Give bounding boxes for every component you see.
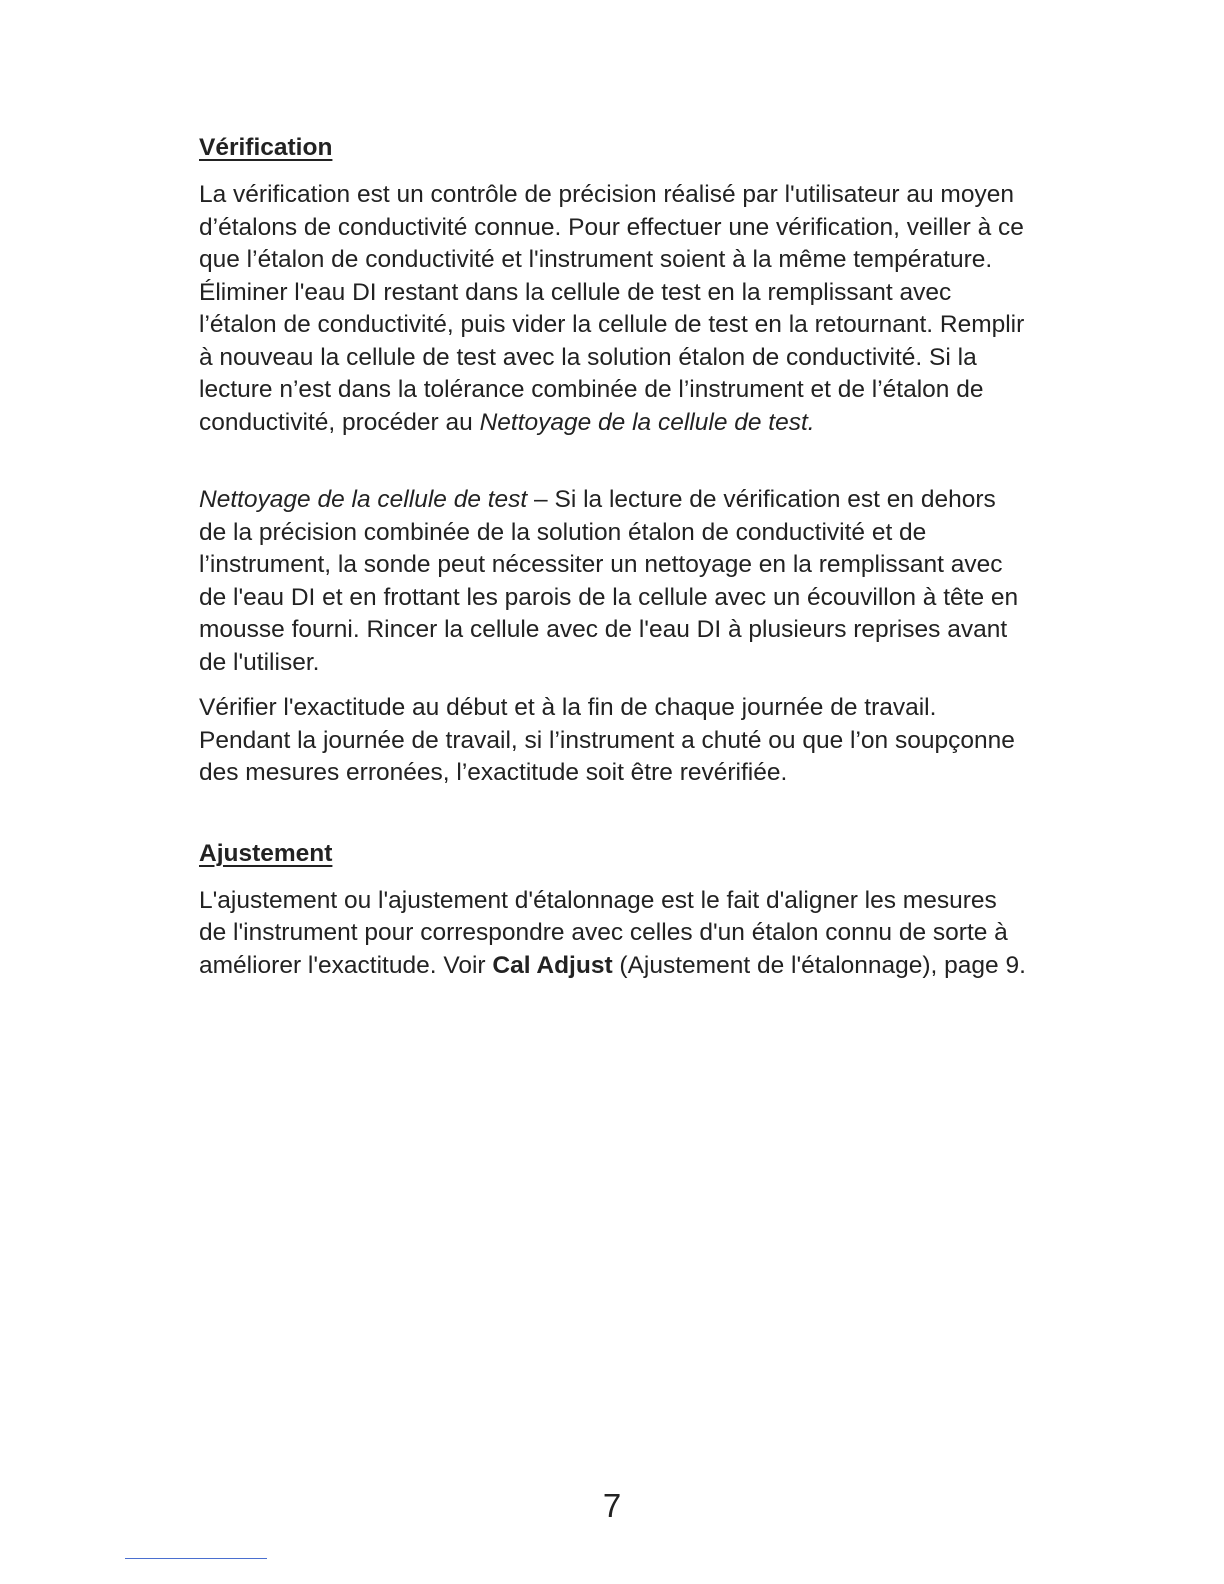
cleaning-paragraph — [199, 484, 1029, 679]
cleaning-paragraph-text: – Si la lecture de vérification est en dehors de la précision combinée de la solution étalon de conductivité et de l’instrument, la sonde peut nécessiter un nettoyage en la remplissant avec de l'eau DI et en frottant les parois de la cellule avec un écouvillon à tête en mousse fourni. Rincer la cellule avec de l'eau DI à plusieurs reprises avant de l'utiliser. — [199, 486, 1019, 676]
verification-paragraph-1-italic: Nettoyage de la cellule de test. — [479, 408, 815, 436]
verification-paragraph-1-text: La vérification est un contrôle de précision réalisé par l'utilisateur au moyen d’étalons de conductivité connue. Pour effectuer une vérification, veiller à ce que l’étalon de conductivité et l'instrument soient à la même température. Éliminer l'eau DI restant dans la cellule de test en la remplissant avec l’étalon de conductivité, puis vider la cellule de test en la retournant. Remplir à nouveau la cellule de test avec la solution étalon de conductivité. Si la lecture n’est dans la tolérance combinée de l’instrument et de l’étalon de conductivité, procéder au — [199, 181, 1025, 436]
adjustment-paragraph-text-after: (Ajustement de l'étalonnage), page 9. — [612, 951, 1026, 979]
page-number: 7 — [602, 1487, 622, 1524]
footer-rule — [125, 1558, 267, 1559]
adjustment-paragraph-text-before: L'ajustement ou l'ajustement d'étalonnage est le fait d'aligner les mesures de l'instrument pour correspondre avec celles d'un étalon connu de sorte à améliorer l'exactitude. Voir — [199, 886, 1008, 979]
cal-adjust-label: Cal Adjust — [492, 951, 613, 979]
verification-paragraph-1 — [199, 179, 1029, 439]
adjustment-heading: Ajustement — [199, 839, 333, 867]
verification-paragraph-3: Vérifier l'exactitude au début et à la fin de chaque journée de travail. Pendant la journée de travail, si l’instrument a chuté ou que l’on soupçonne des mesures erronées, l’exactitude soit être revérifiée. — [199, 694, 1015, 786]
page-content — [199, 130, 1029, 982]
adjustment-paragraph — [199, 885, 1029, 983]
verification-heading: Vérification — [199, 134, 333, 161]
cleaning-paragraph-italic: Nettoyage de la cellule de test — [199, 486, 528, 513]
